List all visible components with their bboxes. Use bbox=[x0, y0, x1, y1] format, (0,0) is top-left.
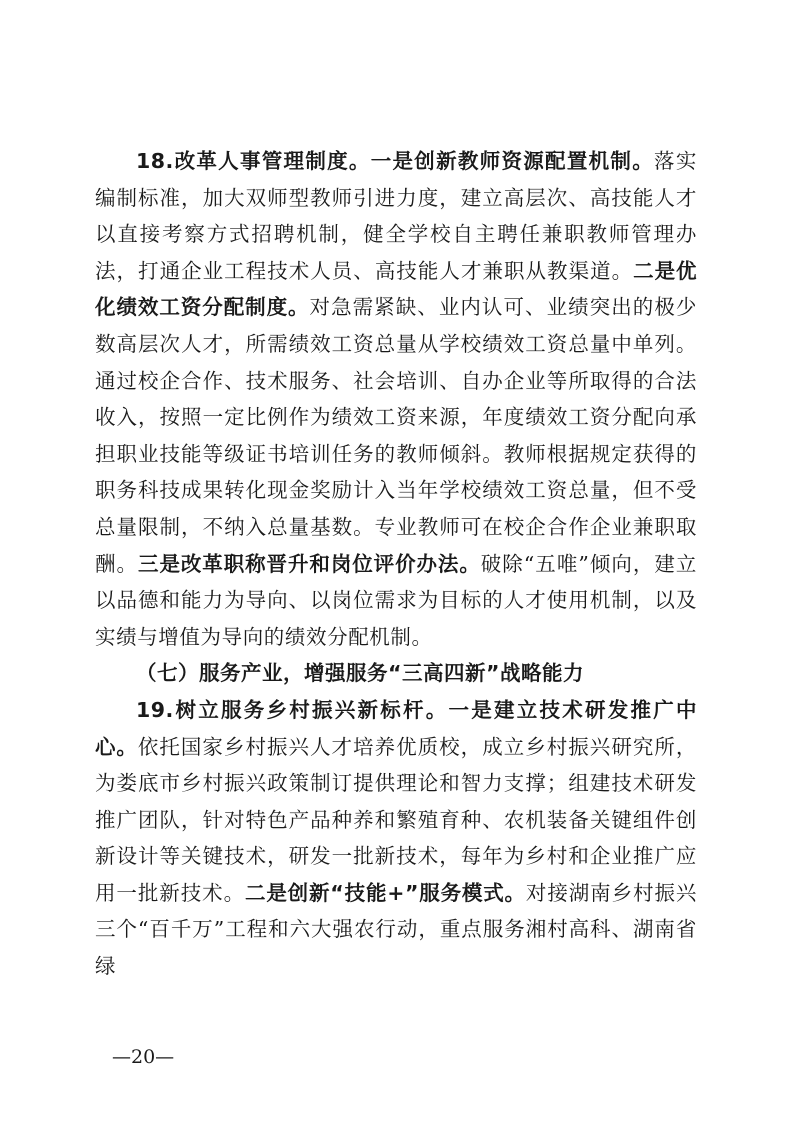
item-19-point-1-title: 一是建立技术研发推广中心。 bbox=[95, 697, 697, 759]
item-18-point-1-title: 一是创新教师资源配置机制。 bbox=[370, 149, 654, 173]
item-18-point-2-title: 二是优化绩效工资分配制度。 bbox=[95, 258, 698, 320]
item-19-point-1-body: 依托国家乡村振兴人才培养优质校，成立乡村振兴研究所，为娄底市乡村振兴政策制订提供理论和智力支撑；组建技术研发推广团队，针对特色产品种养和繁殖育种、农机装备关键组件创新设计等关键技术，研发一批新技术，每年为乡村和企业推广应用一批新技术。 bbox=[95, 734, 697, 905]
item-18-point-2-body: 对急需紧缺、业内认可、业绩突出的极少数高层次人才，所需绩效工资总量从学校绩效工资总量中单列。通过校企合作、技术服务、社会培训、自办企业等所取得的合法收入，按照一定比例作为绩效工资来源，年度绩效工资分配向承担职业技能等级证书培训任务的教师倾斜。教师根据规定获得的职务科技成果转化现金奖励计入当年学校绩效工资总量，但不受总量限制，不纳入总量基数。专业教师可在校企合作企业兼职取酬。 bbox=[95, 295, 697, 576]
item-18-point-1-body: 落实编制标准，加大双师型教师引进力度，建立高层次、高技能人才以直接考察方式招聘机制，健全学校自主聘任兼职教师管理办法，打通企业工程技术人员、高技能人才兼职从教渠道。 bbox=[95, 149, 697, 283]
item-18-point-3-title: 三是改革职称晋升和岗位评价办法。 bbox=[138, 551, 481, 576]
item-19-point-2-title: 二是创新“技能+”服务模式。 bbox=[245, 880, 526, 905]
paragraph-19 bbox=[95, 692, 697, 985]
item-19-title: 19.树立服务乡村振兴新标杆。 bbox=[136, 697, 449, 722]
item-18-point-3-body: 破除“五唯”倾向，建立以品德和能力为导向、以岗位需求为目标的人才使用机制，以及实绩与增值为导向的绩效分配机制。 bbox=[95, 551, 698, 649]
document-body bbox=[95, 143, 697, 985]
item-18-title: 18.改革人事管理制度。 bbox=[136, 149, 371, 173]
item-19-point-2-body: 对接湖南乡村振兴三个“百千万”工程和六大强农行动，重点服务湘村高科、湖南省绿 bbox=[95, 880, 697, 979]
section-heading: （七）服务产业，增强服务“三高四新”战略能力 bbox=[136, 661, 584, 686]
page-number: —20— bbox=[112, 1046, 175, 1068]
paragraph-18 bbox=[95, 143, 697, 655]
